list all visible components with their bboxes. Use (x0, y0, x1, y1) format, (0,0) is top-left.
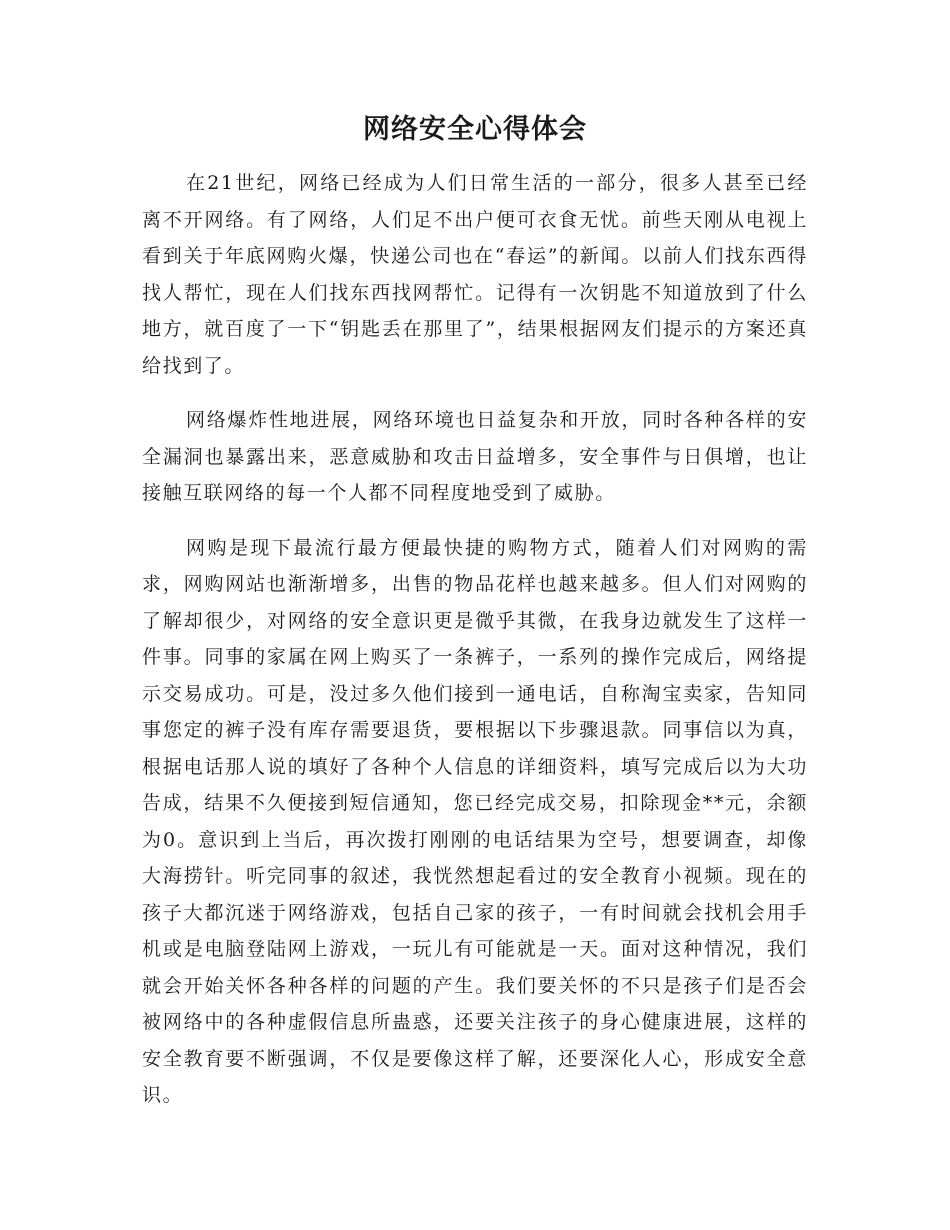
paragraph-3: 网购是现下最流行最方便最快捷的购物方式，随着人们对网购的需求，网购网站也渐渐增多，出售的物品花样也越来越多。但人们对网购的了解却很少，对网络的安全意识更是微乎其微，在我身边就发生了这样一件事。同事的家属在网上购买了一条裤子，一系列的操作完成后，网络提示交易成功。可是，没过多久他们接到一通电话，自称淘宝卖家，告知同事您定的裤子没有库存需要退货，要根据以下步骤退款。同事信以为真，根据电话那人说的填好了各种个人信息的详细资料，填写完成后以为大功告成，结果不久便接到短信通知，您已经完成交易，扣除现金**元，余额为0。意识到上当后，再次拨打刚刚的电话结果为空号，想要调查，却像大海捞针。听完同事的叙述，我恍然想起看过的安全教育小视频。现在的孩子大都沉迷于网络游戏，包括自己家的孩子，一有时间就会找机会用手机或是电脑登陆网上游戏，一玩儿有可能就是一天。面对这种情况，我们就会开始关怀各种各样的问题的产生。我们要关怀的不只是孩子们是否会被网络中的各种虚假信息所蛊惑，还要关注孩子的身心健康进展，这样的安全教育要不断强调，不仅是要像这样了解，还要深化人心，形成安全意识。 (142, 536, 808, 1106)
paragraph-1: 在21世纪，网络已经成为人们日常生活的一部分，很多人甚至已经离不开网络。有了网络，人们足不出户便可衣食无忧。前些天刚从电视上看到关于年底网购火爆，快递公司也在“春运”的新闻。以前人们找东西得找人帮忙，现在人们找东西找网帮忙。记得有一次钥匙不知道放到了什么地方，就百度了一下“钥匙丢在那里了”，结果根据网友们提示的方案还真给找到了。 (142, 172, 808, 377)
paragraph-2: 网络爆炸性地进展，网络环境也日益复杂和开放，同时各种各样的安全漏洞也暴露出来，恶意威胁和攻击日益增多，安全事件与日俱增，也让接触互联网络的每一个人都不同程度地受到了威胁。 (142, 409, 808, 504)
document-title: 网络安全心得体会 (363, 114, 587, 145)
document-body (142, 165, 808, 1132)
